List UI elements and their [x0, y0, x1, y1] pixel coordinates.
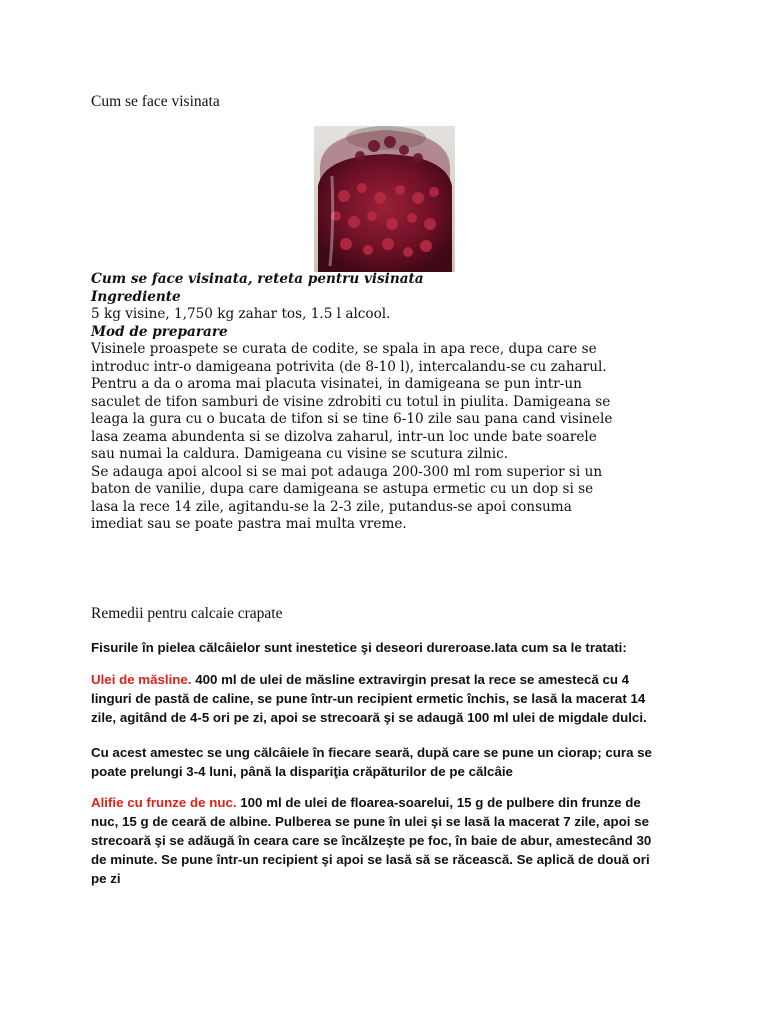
olive-oil-line: linguri de pastă de caline, se pune într-un recipient ermetic închis, se lasă la macerat 14	[91, 691, 646, 706]
recipe-subtitle: Cum se face visinata, reteta pentru visinata	[91, 271, 424, 287]
method-line: Pentru a da o aroma mai placuta visinatei, in damigeana se pun intr-un	[91, 376, 582, 392]
usage-line: poate prelungi 3-4 luni, până la dispariţia crăpăturilor de pe călcâie	[91, 764, 513, 779]
walnut-line: pe zi	[91, 871, 121, 886]
olive-oil-section	[91, 670, 691, 727]
walnut-line	[91, 793, 691, 812]
method-line: saculet de tifon samburi de visine zdrobiti cu totul in piulita. Damigeana se	[91, 393, 611, 410]
remedy-title: Remedii pentru calcaie crapate	[91, 605, 283, 622]
walnut-label: Alifie cu frunze de nuc.	[91, 795, 237, 810]
usage-line: Cu acest amestec se ung călcâiele în fiecare seară, după care se pune un ciorap; cura se	[91, 745, 652, 760]
recipe-body	[91, 271, 691, 534]
olive-oil-line: zile, agitând de 4-5 ori pe zi, apoi se strecoară şi se adaugă 100 ml ulei de migdale dulci.	[91, 710, 647, 725]
walnut-section	[91, 793, 691, 888]
cherry-jar-image	[314, 126, 455, 272]
remedy-intro	[91, 638, 691, 657]
method-line: leaga la gura cu o bucata de tifon si se tine 6-10 zile sau pana cand visinele	[91, 411, 613, 427]
method-line: Se adauga apoi alcool si se mai pot adauga 200-300 ml rom superior si un	[91, 463, 603, 480]
method-line: lasa la rece 14 zile, agitandu-se la 2-3 zile, putandus-se apoi consuma	[91, 498, 572, 515]
method-line: sau numai la caldura. Damigeana cu visine se scutura zilnic.	[91, 446, 509, 462]
method-line: imediat sau se poate pastra mai multa vreme.	[91, 516, 407, 532]
usage-section	[91, 743, 691, 781]
recipe-title: Cum se face visinata	[91, 93, 220, 110]
method-line: lasa zeama abundenta si se dizolva zaharul, intr-un loc unde bate soarele	[91, 428, 597, 445]
walnut-line: de minute. Se pune într-un recipient şi apoi se lasă să se răcească. Se aplică de două ori	[91, 852, 650, 867]
remedy-intro-text: Fisurile în pielea călcâielor sunt inestetice şi deseori dureroase.Iata cum sa le tratati:	[91, 640, 627, 655]
olive-oil-line	[91, 670, 691, 689]
ingredients-heading: Ingrediente	[91, 288, 181, 305]
method-heading: Mod de preparare	[91, 323, 228, 340]
olive-oil-label: Ulei de măsline.	[91, 672, 192, 687]
walnut-line: strecoară şi se adăugă în ceara care se încălzeşte pe foc, în baie de abur, amestecând 30	[91, 833, 652, 848]
walnut-text: 100 ml de ulei de floarea-soarelui, 15 g de pulbere din frunze de	[236, 795, 641, 810]
method-line: Visinele proaspete se curata de codite, se spala in apa rece, dupa care se	[91, 341, 597, 357]
walnut-line: nuc, 15 g de ceară de albine. Pulberea se pune în ulei şi se lasă la macerat 7 zile, apoi se	[91, 814, 649, 829]
olive-oil-text: 400 ml de ulei de măsline extravirgin presat la rece se amestecă cu 4	[191, 672, 630, 687]
cherry-jar-illustration	[314, 126, 455, 272]
method-line: introduc intr-o damigeana potrivita (de 8-10 l), intercalandu-se cu zaharul.	[91, 358, 607, 375]
ingredients-text: 5 kg visine, 1,750 kg zahar tos, 1.5 l alcool.	[91, 306, 391, 322]
method-line: baton de vanilie, dupa care damigeana se astupa ermetic cu un dop si se	[91, 481, 594, 497]
